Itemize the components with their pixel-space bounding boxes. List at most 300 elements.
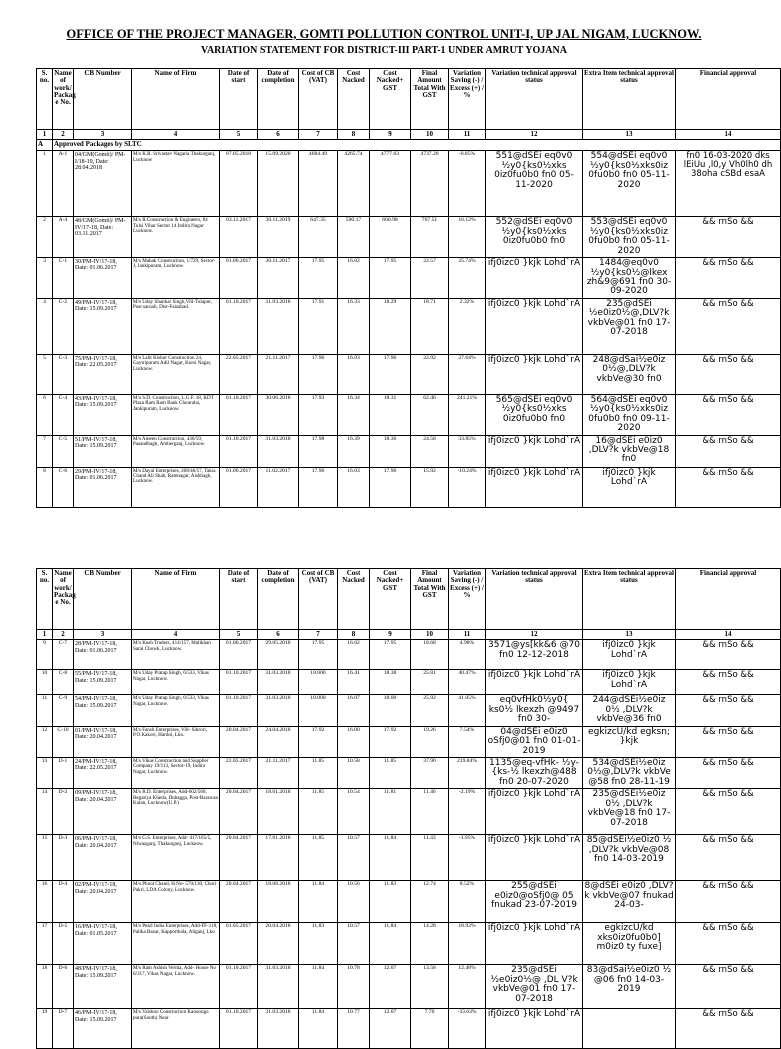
column-header: Date of completion [258, 69, 299, 130]
cost-nacked-cell: 16.03 [338, 354, 370, 394]
section-letter: A [37, 140, 53, 151]
column-number: 1 [37, 130, 53, 140]
cost-cb-cell: 11.84 [299, 965, 338, 1009]
extra-item-approval-cell: ifj0izc0 }kjk Lohd`rA [583, 467, 676, 507]
serial-cell: 9 [37, 640, 53, 670]
financial-approval-cell: && rnSo && [676, 789, 781, 835]
cb-number-cell: 54/PM-IV/17-18, Date: 15.09.2017 [74, 695, 132, 726]
firm-name-cell: M/s Lalit Kishor Construction 24, Gaytripuram Adil Nagar, Kursi Nagar, Lucknow. [132, 354, 220, 394]
cost-nacked-cell: 10.57 [338, 835, 370, 881]
extra-item-approval-cell: 248@dSai½e0iz 0½@,DLV?k vkbVe@30 fn0 [583, 354, 676, 394]
column-header: Name of Firm [132, 69, 220, 130]
column-header: Date of start [220, 569, 258, 630]
extra-item-approval-cell: ifj0izc0 }kjk Lohd`rA [583, 670, 676, 695]
cb-number-cell: 16/PM-IV/17-18, Date: 01.05.2017 [74, 923, 132, 965]
column-header: CB Number [74, 569, 132, 630]
serial-cell: 4 [37, 298, 53, 354]
cost-nacked-cell: 16.33 [338, 298, 370, 354]
column-number: 12 [486, 630, 583, 640]
serial-cell: 16 [37, 881, 53, 923]
column-number: 7 [299, 630, 338, 640]
variation-approval-cell: 551@dSEi eq0v0 ½y0{ks0½xks 0iz0fu0b0 fn0 05-11-2020 [486, 151, 583, 217]
variation-cell: 27.64% [449, 354, 486, 394]
cost-nacked-cell: 10.56 [338, 881, 370, 923]
variation-table-1 [36, 68, 781, 508]
column-number: 13 [583, 130, 676, 140]
cost-nacked-cell: 4265.74 [338, 151, 370, 217]
firm-name-cell: M/s Mahak Construction, 1/729, Sector-J, Jankipuram, Lucknow. [132, 258, 220, 299]
firm-name-cell: M/s Ram Ashish Verma, Add- House No 6/317, Vikas Nagar, Lucknow. [132, 965, 220, 1009]
table-row [37, 1009, 781, 1049]
start-date-cell: 20.04.2017 [220, 835, 258, 881]
firm-name-cell: M/s R.Construction & Engineers, 84 Tulsi Vihar Sector 14 Indira Nagar Lucknow. [132, 217, 220, 258]
cost-cb-cell: 647.35 [299, 217, 338, 258]
completion-date-cell: 30.11.2019 [258, 217, 299, 258]
variation-approval-cell: 04@dSEi e0iz0 oSfj0@01 fn0 01-01-2019 [486, 726, 583, 757]
column-header: Name of work/ Packag e No. [53, 569, 74, 630]
column-number-row [37, 130, 781, 140]
column-header: Cost of CB (VAT) [299, 69, 338, 130]
financial-approval-cell: && rnSo && [676, 435, 781, 467]
cost-gst-cell: 12.07 [370, 1009, 411, 1049]
cb-number-cell: 09/PM-IV/17-18, Date: 20.04.2017 [74, 789, 132, 835]
package-cell: C-5 [53, 435, 74, 467]
firm-name-cell: M/s Phool Chand, H.No- 570/130, Chori Pakri, LDA Colony, Lucknow. [132, 881, 220, 923]
extra-item-approval-cell: 534@dSEi½e0iz 0½@,DLV?k vkbVe @58 fn0 28-11-19 [583, 757, 676, 788]
package-cell: C-1 [53, 258, 74, 299]
completion-date-cell: 29.05.2018 [258, 640, 299, 670]
cost-nacked-cell: 16.02 [338, 640, 370, 670]
start-date-cell: 20.04.2017 [220, 881, 258, 923]
completion-date-cell: 11.02.2017 [258, 467, 299, 507]
final-amount-cell: 37.90 [411, 757, 449, 788]
variation-approval-cell: ifj0izc0 }kjk Lohd`rA [486, 670, 583, 695]
financial-approval-cell: && rnSo && [676, 670, 781, 695]
column-header: Name of Firm [132, 569, 220, 630]
financial-approval-cell: && rnSo && [676, 640, 781, 670]
variation-approval-cell: ifj0izc0 }kjk Lohd`rA [486, 835, 583, 881]
column-number: 6 [258, 630, 299, 640]
extra-item-approval-cell: 244@dSEi½e0iz 0½ ,DLV?k vkbVe@36 fn0 [583, 695, 676, 726]
variation-cell: 41.05% [449, 695, 486, 726]
serial-cell: 14 [37, 789, 53, 835]
extra-item-approval-cell: 1484@eq0v0 ½y0{ks0½@lkex zh&9@691 fn0 30-09-2020 [583, 258, 676, 299]
cb-number-cell: 24/PM-IV/17-18, Date: 22.05.2017 [74, 757, 132, 788]
cost-gst-cell: 17.95 [370, 640, 411, 670]
final-amount-cell: 11.46 [411, 789, 449, 835]
cost-nacked-cell: 590.17 [338, 217, 370, 258]
cost-gst-cell: 11.81 [370, 789, 411, 835]
completion-date-cell: 31.03.2018 [258, 1009, 299, 1049]
completion-date-cell: 31.03.2018 [258, 670, 299, 695]
start-date-cell: 01.10.2017 [220, 394, 258, 435]
column-header: Financial approval [676, 569, 781, 630]
variation-cell: 219.84% [449, 757, 486, 788]
final-amount-cell: 22.92 [411, 354, 449, 394]
column-header: Extra Item technical approval status [583, 69, 676, 130]
cost-cb-cell: 11.85 [299, 835, 338, 881]
completion-date-cell: 21.11.2017 [258, 757, 299, 788]
cost-nacked-cell: 10.57 [338, 923, 370, 965]
extra-item-approval-cell [583, 1009, 676, 1049]
table-row [37, 394, 781, 435]
table-row [37, 695, 781, 726]
column-header: Name of work/ Packag e No. [53, 69, 74, 130]
cost-gst-cell: 17.96 [370, 467, 411, 507]
start-date-cell: 01.06.2017 [220, 258, 258, 299]
column-number: 7 [299, 130, 338, 140]
package-cell: D-4 [53, 881, 74, 923]
cost-nacked-cell: 10.58 [338, 757, 370, 788]
column-header: Variation technical approval status [486, 69, 583, 130]
cost-nacked-cell: 16.00 [338, 726, 370, 757]
cb-number-cell: 06/PM-IV/17-18, Date: 20.04.2017 [74, 835, 132, 881]
column-number: 5 [220, 630, 258, 640]
serial-cell: 12 [37, 726, 53, 757]
start-date-cell: 03.11.2017 [220, 217, 258, 258]
financial-approval-cell: fn0 16-03-2020 dks lEiUu ,l0,y Vh0lh0 dh 38oha cSBd esaA [676, 151, 781, 217]
variation-cell: -0.85% [449, 151, 486, 217]
firm-name-cell: M/s Kush Traders, 414/157, Malikhan Sarai Chowk, Lucknow. [132, 640, 220, 670]
final-amount-cell: 12.74 [411, 881, 449, 923]
financial-approval-cell: && rnSo && [676, 881, 781, 923]
table-row [37, 757, 781, 788]
column-number: 10 [411, 630, 449, 640]
package-cell: C-6 [53, 467, 74, 507]
final-amount-cell: 18.68 [411, 640, 449, 670]
package-cell: C-9 [53, 695, 74, 726]
variation-approval-cell: 3571@ys[kk&6 @70 fn0 12-12-2018 [486, 640, 583, 670]
completion-date-cell: 24.04.2018 [258, 726, 299, 757]
final-amount-cell: 11.43 [411, 835, 449, 881]
package-cell: D-1 [53, 757, 74, 788]
financial-approval-cell: && rnSo && [676, 258, 781, 299]
variation-cell: 25.74% [449, 258, 486, 299]
firm-name-cell: M/s S.D. Construction, L.G.F. 18, KDT Plaza Ram Ram Bank Chouraha, Jankipuram, Lucknow. [132, 394, 220, 435]
cost-cb-cell: 11.85 [299, 757, 338, 788]
completion-date-cell: 31.03.2018 [258, 298, 299, 354]
serial-cell: 11 [37, 695, 53, 726]
cb-number-cell: 75/PM-IV/17-18, Date: 22.05.2017 [74, 354, 132, 394]
column-number: 10 [411, 130, 449, 140]
cost-cb-cell: 11.83 [299, 923, 338, 965]
cost-nacked-cell: 16.41 [338, 670, 370, 695]
cb-number-cell: 29/PM-IV/17-18, Date: 01.06.2017 [74, 467, 132, 507]
column-header: Extra Item technical approval status [583, 569, 676, 630]
table-row [37, 640, 781, 670]
extra-item-approval-cell: 235@dSEi½e0iz 0½ ,DLV?k vkbVe@18 fn0 17-07-2018 [583, 789, 676, 835]
final-amount-cell: 15.92 [411, 467, 449, 507]
cb-number-cell: 30/PM-IV/17-18, Date: 01.06.2017 [74, 258, 132, 299]
package-cell: A-1 [53, 151, 74, 217]
variation-table-2 [36, 568, 781, 1049]
firm-name-cell: M/s R.D. Enterprises, Add-602/560, Begariya Kheda, Dubagga, Post-Barawan Kalan, Lucknow(U.P.) [132, 789, 220, 835]
cost-nacked-cell: 10.54 [338, 789, 370, 835]
table-row [37, 965, 781, 1009]
column-number: 1 [37, 630, 53, 640]
cost-cb-cell: 4684.49 [299, 151, 338, 217]
final-amount-cell: 14.28 [411, 923, 449, 965]
section-row [37, 140, 781, 151]
section-label: Approved Packages by SLTC [53, 140, 781, 151]
variation-cell: -2.19% [449, 789, 486, 835]
column-header: S. no. [37, 69, 53, 130]
completion-date-cell: 18.01.2018 [258, 789, 299, 835]
completion-date-cell: 17.01.2018 [258, 835, 299, 881]
variation-approval-cell: ifj0izc0 }kjk Lohd`rA [486, 789, 583, 835]
cb-number-cell: 46/PM-IV/17-18, Date: 15.09.2017 [74, 1009, 132, 1049]
cost-cb-cell: 17.96 [299, 354, 338, 394]
column-number: 6 [258, 130, 299, 140]
cost-gst-cell: 11.85 [370, 757, 411, 788]
column-number: 11 [449, 130, 486, 140]
final-amount-cell: 25.92 [411, 695, 449, 726]
column-number: 2 [53, 130, 74, 140]
column-header: Cost Nacked [338, 69, 370, 130]
extra-item-approval-cell: 85@dSEi½e0iz0 ½ ,DLV?k vkbVe@08 fn0 14-03-2019 [583, 835, 676, 881]
column-number: 14 [676, 630, 781, 640]
final-amount-cell: 24.58 [411, 435, 449, 467]
column-number: 4 [132, 130, 220, 140]
extra-item-approval-cell: 8@dSEi e0iz0 ,DLV?k vkbVe@07 fnukad 24-03- [583, 881, 676, 923]
cost-cb-cell: 11.85 [299, 789, 338, 835]
financial-approval-cell: && rnSo && [676, 965, 781, 1009]
final-amount-cell: 18.71 [411, 298, 449, 354]
firm-name-cell: M/s Uday Pratap Singh, 6/533, Vikas Nagar, Lucknow. [132, 695, 220, 726]
start-date-cell: 01.10.2017 [220, 1009, 258, 1049]
page-title: OFFICE OF THE PROJECT MANAGER, GOMTI POLLUTION CONTROL UNIT-I, UP JAL NIGAM, LUCKNOW. [66, 27, 702, 41]
variation-approval-cell: ifj0izc0 }kjk Lohd`rA [486, 298, 583, 354]
column-number: 2 [53, 630, 74, 640]
cost-cb-cell: 17.93 [299, 394, 338, 435]
table-row [37, 151, 781, 217]
start-date-cell: 07.05.2018 [220, 151, 258, 217]
serial-cell: 5 [37, 354, 53, 394]
firm-name-cell: M/s Pearl India Enterprises, Add-FF-118, Palika Bazar, Kapporthala, Aliganj, Lko [132, 923, 220, 965]
cost-nacked-cell: 16.03 [338, 467, 370, 507]
serial-cell: 18 [37, 965, 53, 1009]
table-row [37, 467, 781, 507]
firm-name-cell: M/s K.B. Srivastav Nagaria Thakurganj, Lucknow [132, 151, 220, 217]
completion-date-cell: 30.06.2018 [258, 394, 299, 435]
variation-cell: 33.85% [449, 435, 486, 467]
extra-item-approval-cell: 564@dSEi eq0v0 ½y0{ks0½xks0iz 0fu0b0 fn0 09-11-2020 [583, 394, 676, 435]
cost-cb-cell: 17.95 [299, 258, 338, 299]
cost-gst-cell: 12.07 [370, 965, 411, 1009]
financial-approval-cell: && rnSo && [676, 467, 781, 507]
completion-date-cell: 20.04.2018 [258, 923, 299, 965]
column-number: 9 [370, 630, 411, 640]
firm-name-cell: M/s Ameen Construction, 436/59, Pasandbagh, Amberganj, Lucknow. [132, 435, 220, 467]
serial-cell: 10 [37, 670, 53, 695]
completion-date-cell: 31.03.2018 [258, 965, 299, 1009]
financial-approval-cell: && rnSo && [676, 757, 781, 788]
package-cell: D-5 [53, 923, 74, 965]
serial-cell: 13 [37, 757, 53, 788]
cost-cb-cell: 18.000 [299, 670, 338, 695]
cost-gst-cell: 18.31 [370, 394, 411, 435]
page-subtitle: VARIATION STATEMENT FOR DISTRICT-III PART-1 UNDER AMRUT YOJANA [201, 45, 567, 56]
firm-name-cell: M/s Vaishno Construction Kanoongo pura(South) Near [132, 1009, 220, 1049]
completion-date-cell: 21.11.2017 [258, 354, 299, 394]
completion-date-cell: 15.09.2020 [258, 151, 299, 217]
firm-name-cell: M/s Uday Pratap Singh, 6/533, Vikas Nagar, Lucknow. [132, 670, 220, 695]
cost-gst-cell: 11.84 [370, 835, 411, 881]
firm-name-cell: M/s Dayal Enterprises, 268/46/57, Takia Chand Ali Shah, Ramnagar, Aishbagh, Lucknow. [132, 467, 220, 507]
financial-approval-cell: && rnSo && [676, 835, 781, 881]
variation-approval-cell: 1135@eq-vfHk- ½y-{ks-½ lkexzh@488 fn0 20-07-2020 [486, 757, 583, 788]
serial-cell: 1 [37, 151, 53, 217]
variation-cell: 16.12% [449, 217, 486, 258]
serial-cell: 15 [37, 835, 53, 881]
table-row [37, 923, 781, 965]
firm-name-cell: M/s Fansh Enterprises, Vill- Sikrori, P.O.Kakori, Hardoi, Lko. [132, 726, 220, 757]
column-number: 12 [486, 130, 583, 140]
start-date-cell: 01.10.2017 [220, 670, 258, 695]
variation-approval-cell: 552@dSEi eq0v0 ½y0{ks0½xks 0iz0fu0b0 fn0 [486, 217, 583, 258]
variation-cell: 2.32% [449, 298, 486, 354]
column-header: Date of start [220, 69, 258, 130]
table-row [37, 435, 781, 467]
variation-cell: 4.98% [449, 640, 486, 670]
final-amount-cell: 13.58 [411, 965, 449, 1009]
completion-date-cell: 31.03.2018 [258, 695, 299, 726]
package-cell: D-3 [53, 835, 74, 881]
table-row [37, 835, 781, 881]
cost-cb-cell: 11.84 [299, 1009, 338, 1049]
column-header: Date of completion [258, 569, 299, 630]
cost-nacked-cell: 16.39 [338, 435, 370, 467]
cost-gst-cell: 18.38 [370, 670, 411, 695]
cost-gst-cell: 17.96 [370, 354, 411, 394]
final-amount-cell: 7.70 [411, 1009, 449, 1049]
start-date-cell: 20.04.2017 [220, 726, 258, 757]
completion-date-cell: 30.11.2017 [258, 258, 299, 299]
package-cell: C-10 [53, 726, 74, 757]
cb-number-cell: 01/PM-IV/17-18, Date: 20.04.2017 [74, 726, 132, 757]
cb-number-cell: 48/GM(Gomti)/ PM-IV/17-18, Date: 03.11.2017 [74, 217, 132, 258]
variation-approval-cell: ifj0izc0 }kjk Lohd`rA [486, 354, 583, 394]
final-amount-cell: 19.26 [411, 726, 449, 757]
final-amount-cell: 22.57 [411, 258, 449, 299]
start-date-cell: 20.04.2017 [220, 789, 258, 835]
cb-number-cell: 49/PM-IV/17-18, Date: 15.09.2017 [74, 298, 132, 354]
column-header: Cost Nacked+ GST [370, 69, 411, 130]
financial-approval-cell: && rnSo && [676, 354, 781, 394]
cb-number-cell: 04/GM(Gomti)/ PM-I/18-19, Date: 28.04.2018 [74, 151, 132, 217]
header-row [37, 569, 781, 630]
package-cell: C-7 [53, 640, 74, 670]
column-header: Variation Saving (-) / Excess (+) / % [449, 569, 486, 630]
variation-approval-cell: ifj0izc0 }kjk Lohd`rA [486, 467, 583, 507]
cost-nacked-cell: 10.78 [338, 965, 370, 1009]
cb-number-cell: 55/PM-IV/17-18, Date: 15.09.2017 [74, 670, 132, 695]
variation-cell: 8.52% [449, 881, 486, 923]
package-cell: D-7 [53, 1009, 74, 1049]
cost-cb-cell: 11.84 [299, 881, 338, 923]
cost-cb-cell: 17.98 [299, 435, 338, 467]
column-number: 14 [676, 130, 781, 140]
cb-number-cell: 48/PM-IV/17-18, Date: 15.09.2017 [74, 965, 132, 1009]
start-date-cell: 22.05.2017 [220, 354, 258, 394]
firm-name-cell: M/s Uday Shankar Singh,Vill-Tulapur, Post saroali, Dist-Faizabad. [132, 298, 220, 354]
serial-cell: 17 [37, 923, 53, 965]
variation-approval-cell: ifj0izc0 }kjk Lohd`rA [486, 1009, 583, 1049]
column-number: 8 [338, 130, 370, 140]
table-row [37, 670, 781, 695]
column-header: Variation Saving (-) / Excess (+) / % [449, 69, 486, 130]
header-row [37, 69, 781, 130]
column-number: 4 [132, 630, 220, 640]
completion-date-cell: 31.03.2018 [258, 435, 299, 467]
extra-item-approval-cell: 554@dSEi eq0v0 ½y0{ks0½xks0iz 0fu0b0 fn0 05-11-2020 [583, 151, 676, 217]
cost-nacked-cell: 16.07 [338, 695, 370, 726]
column-number: 11 [449, 630, 486, 640]
variation-cell: 12.48% [449, 965, 486, 1009]
variation-approval-cell: ifj0izc0 }kjk Lohd`rA [486, 435, 583, 467]
extra-item-approval-cell: ifj0izc0 }kjk Lohd`rA [583, 640, 676, 670]
table-row [37, 217, 781, 258]
start-date-cell: 01.06.2017 [220, 467, 258, 507]
variation-approval-cell: 255@dSEi e0iz0@oSfj0@ 05 fnukad 23-07-2019 [486, 881, 583, 923]
cost-gst-cell: 18.29 [370, 298, 411, 354]
cost-gst-cell: 18.00 [370, 695, 411, 726]
package-cell: D-6 [53, 965, 74, 1009]
package-cell: C-2 [53, 298, 74, 354]
column-header: S. no. [37, 569, 53, 630]
column-header: Cost Nacked+ GST [370, 569, 411, 630]
start-date-cell: 01.06.2017 [220, 640, 258, 670]
table-row [37, 258, 781, 299]
financial-approval-cell: && rnSo && [676, 923, 781, 965]
column-header: Financial approval [676, 69, 781, 130]
cost-nacked-cell: 16.34 [338, 394, 370, 435]
extra-item-approval-cell: egkizcU/kd egksn; }kjk [583, 726, 676, 757]
completion-date-cell: 18.08.2018 [258, 881, 299, 923]
variation-cell: 40.47% [449, 670, 486, 695]
final-amount-cell: 767.51 [411, 217, 449, 258]
column-number: 3 [74, 630, 132, 640]
extra-item-approval-cell: egkizcU/kd xks0iz0fu0b0] m0iz0 ty fuxe] [583, 923, 676, 965]
column-number: 8 [338, 630, 370, 640]
final-amount-cell: 25.81 [411, 670, 449, 695]
serial-cell: 2 [37, 217, 53, 258]
package-cell: C-4 [53, 394, 74, 435]
cb-number-cell: 51/PM-IV/17-18, Date: 15.09.2017 [74, 435, 132, 467]
cost-cb-cell: 17.92 [299, 726, 338, 757]
cost-gst-cell: 660.98 [370, 217, 411, 258]
column-number: 13 [583, 630, 676, 640]
final-amount-cell: 62.46 [411, 394, 449, 435]
firm-name-cell: M/s G.S. Enterprises, Add- 417/165/5, Niwazganj, Thakurganj, Lucknow. [132, 835, 220, 881]
financial-approval-cell: && rnSo && [676, 217, 781, 258]
serial-cell: 8 [37, 467, 53, 507]
cb-number-cell: 02/PM-IV/17-18, Date: 20.04.2017 [74, 881, 132, 923]
variation-cell: 18.93% [449, 923, 486, 965]
serial-cell: 7 [37, 435, 53, 467]
column-header: Final Amount Total With GST [411, 569, 449, 630]
cost-gst-cell: 11.84 [370, 923, 411, 965]
column-header: CB Number [74, 69, 132, 130]
column-number: 9 [370, 130, 411, 140]
cost-cb-cell: 17.91 [299, 298, 338, 354]
start-date-cell: 22.05.2017 [220, 757, 258, 788]
cost-cb-cell: 17.95 [299, 640, 338, 670]
variation-approval-cell: eq0vfHk0½y0{ ks0½ lkexzh @9497 fn0 30- [486, 695, 583, 726]
column-header: Final Amount Total With GST [411, 69, 449, 130]
table-row [37, 298, 781, 354]
variation-approval-cell: ifj0izc0 }kjk Lohd`rA [486, 923, 583, 965]
